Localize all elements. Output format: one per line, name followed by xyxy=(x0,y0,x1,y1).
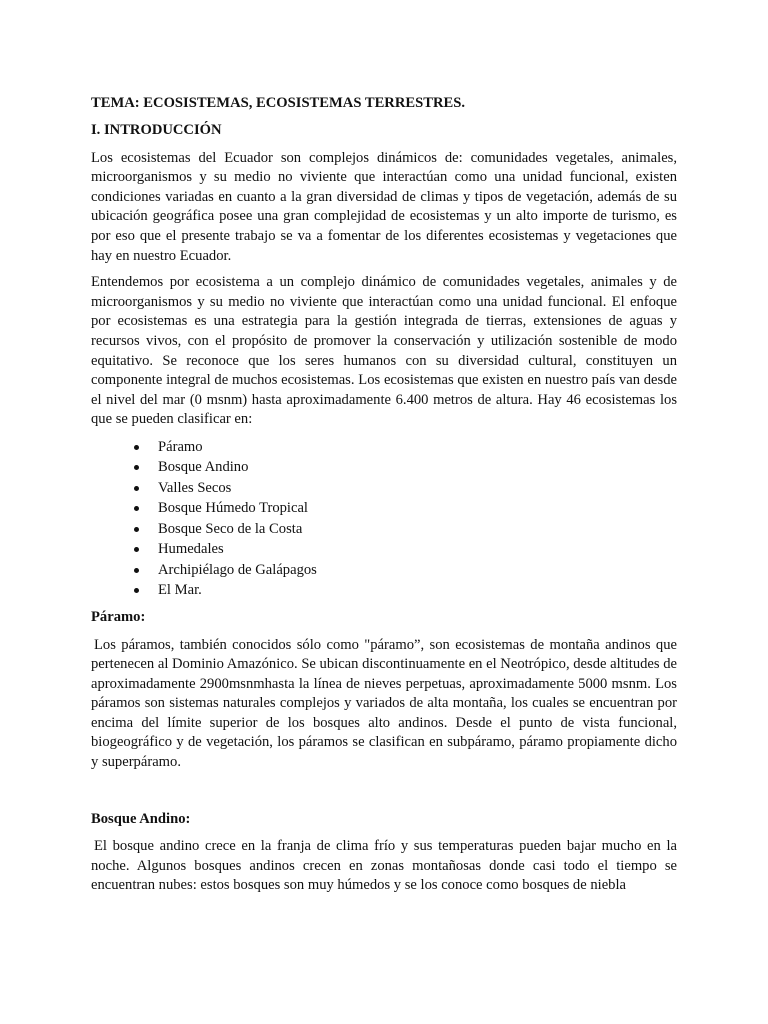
list-item-label: El Mar. xyxy=(158,582,202,599)
bullet-icon xyxy=(134,465,139,470)
list-item xyxy=(91,457,677,478)
list-item xyxy=(91,437,677,458)
list-item-label: Bosque Andino xyxy=(158,459,249,476)
list-item-label: Valles Secos xyxy=(158,479,232,496)
paramo-heading: Páramo: xyxy=(91,608,146,625)
bullet-icon xyxy=(134,486,139,491)
bosque-andino-paragraph: El bosque andino crece en la franja de clima frío y sus temperaturas pueden bajar mucho en la noche. Algunos bosques andinos crecen en zonas montañosas donde casi todo el tiempo se encuentran nubes: estos bosques son muy húmedos y se los conoce como bosques de niebla xyxy=(91,838,677,894)
list-item xyxy=(91,539,677,560)
bullet-icon xyxy=(134,547,139,552)
list-item xyxy=(91,519,677,540)
list-item-label: Bosque Seco de la Costa xyxy=(158,520,303,537)
intro-paragraph-2: Entendemos por ecosistema a un complejo dinámico de comunidades vegetales, animales y de microorganismos y su medio no viviente que interactúan como una unidad funcional. El enfoque por ecosistemas es una estrategia para la gestión integrada de tierras, extensiones de aguas y recursos vivos, con el propósito de promover la conservación y utilización sostenible de modo equitativo. Se reconoce que los seres humanos con su diversidad cultural, constituyen un componente integral de muchos ecosistemas. Los ecosistemas que existen en nuestro país van desde el nivel del mar (0 msnm) hasta aproximadamente 6.400 metros de altura. Hay 46 ecosistemas los que se pueden clasificar en: xyxy=(91,274,677,428)
bullet-icon xyxy=(134,445,139,450)
paramo-paragraph: Los páramos, también conocidos sólo como "páramo”, son ecosistemas de montaña andinos que pertenecen al Dominio Amazónico. Se ubican discontinuamente en el Neotrópico, desde altitudes de aproximadamente 2900msnmhasta la línea de nieves perpetuas, aproximadamente 5000 msnm. Los páramos son sistemas naturales complejos y variados de alta montaña, los cuales se encuentran por encima del límite superior de los bosques alto andinos. Desde el punto de vista funcional, biogeográfico y de vegetación, los páramos se clasifican en subpáramo, páramo propiamente dicho y superpáramo. xyxy=(91,636,677,771)
document-title: TEMA: ECOSISTEMAS, ECOSISTEMAS TERRESTRES. xyxy=(91,95,466,111)
bullet-icon xyxy=(134,506,139,511)
list-item xyxy=(91,478,677,499)
intro-heading: I. INTRODUCCIÓN xyxy=(91,122,222,138)
list-item xyxy=(91,560,677,581)
list-item-label: Humedales xyxy=(158,541,224,558)
list-item xyxy=(91,498,677,519)
document-page xyxy=(91,94,677,903)
list-item-label: Bosque Húmedo Tropical xyxy=(158,500,308,517)
list-item-label: Páramo xyxy=(158,438,203,455)
section-spacer xyxy=(91,780,677,810)
bosque-andino-heading: Bosque Andino: xyxy=(91,810,191,827)
bullet-icon xyxy=(134,568,139,573)
list-item-label: Archipiélago de Galápagos xyxy=(158,561,317,578)
bullet-icon xyxy=(134,527,139,532)
ecosystem-list xyxy=(91,437,677,601)
intro-paragraph-1: Los ecosistemas del Ecuador son complejos dinámicos de: comunidades vegetales, animales, microorganismos y su medio no viviente que interactúan como una unidad funcional, existen condiciones variadas en cuanto a la gran diversidad de climas y tipos de vegetación, además de su ubicación geográfica posee una gran complejidad de ecosistemas y un alto importe de turismo, es por eso que el presente trabajo se va a fomentar de los diferentes ecosistemas y vegetaciones que hay en nuestro Ecuador. xyxy=(91,149,677,264)
list-item xyxy=(91,580,677,601)
bullet-icon xyxy=(134,588,139,593)
